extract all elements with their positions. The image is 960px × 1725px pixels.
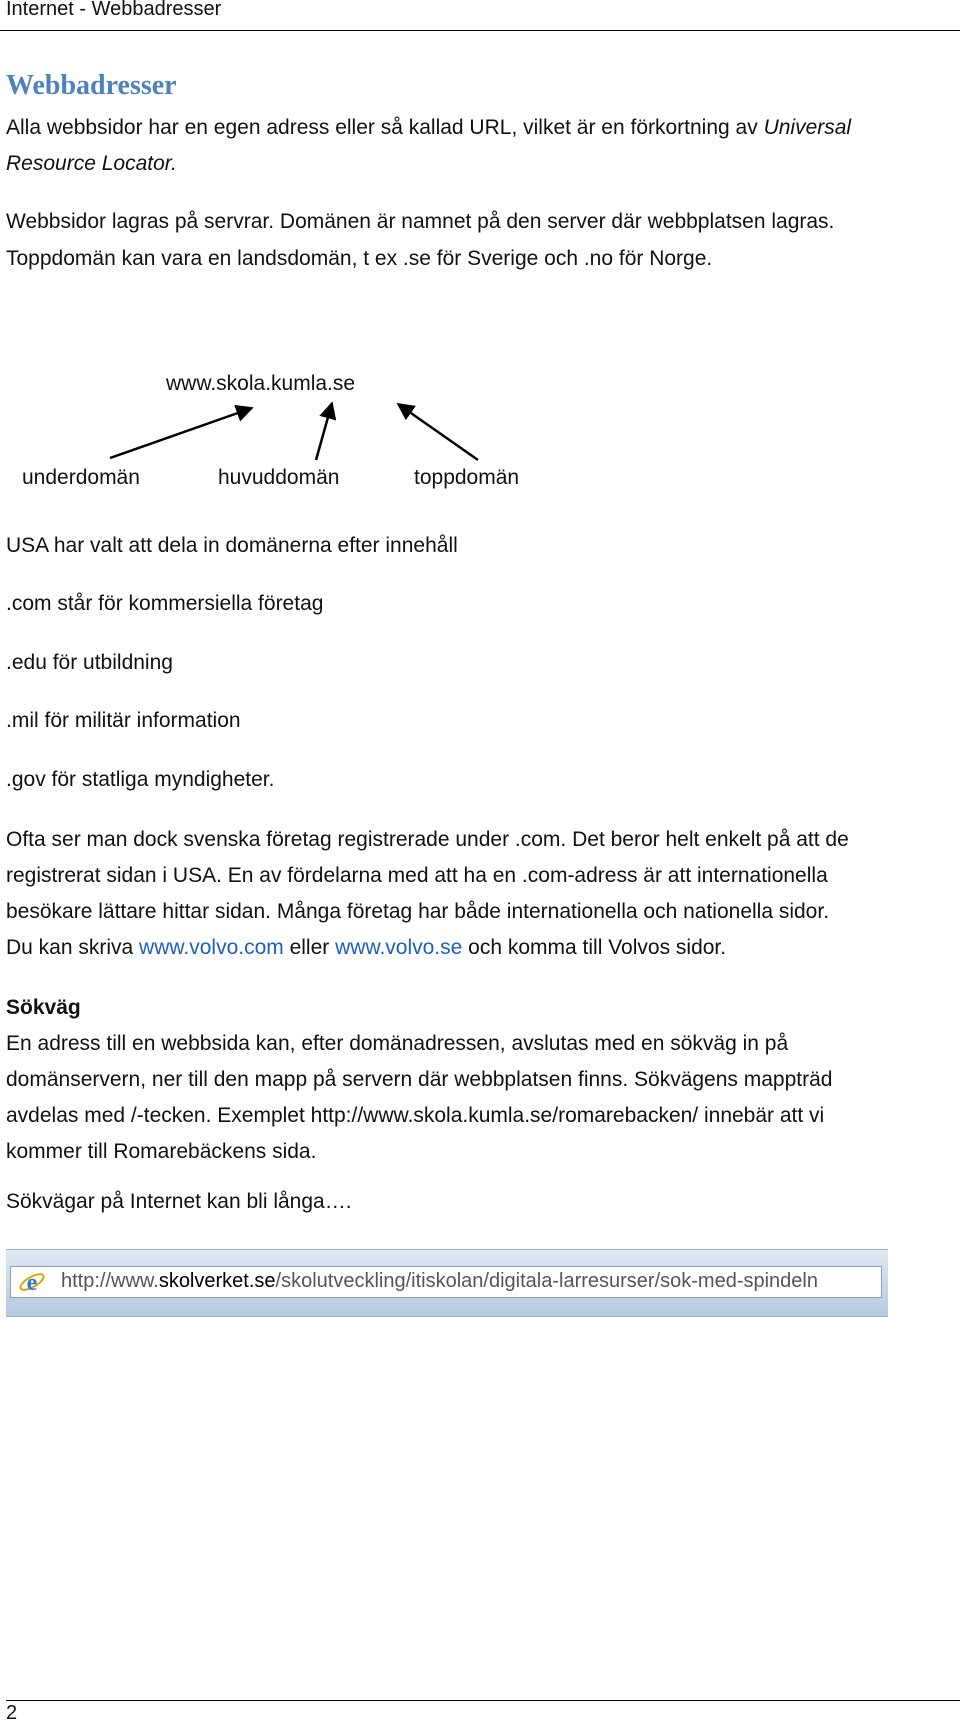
- url-domain: skolverket.se: [158, 1270, 276, 1292]
- long-paths-text: Sökvägar på Internet kan bli långa….: [6, 1190, 352, 1213]
- path-section: [6, 990, 951, 1170]
- label-huvuddoman: huvuddomän: [218, 466, 340, 489]
- path-line-2: domänservern, ner till den mapp på servern där webbplatsen finns. Sökvägens mappträd: [6, 1068, 833, 1091]
- intro-italic-2: Resource Locator.: [6, 152, 177, 175]
- swedish-line-4-middle: eller: [283, 936, 336, 959]
- url-prefix: http://www.: [61, 1270, 159, 1292]
- arrow-toppdoman: [398, 404, 478, 460]
- diagram-arrows: [0, 0, 960, 500]
- swedish-line-3: besökare lättare hittar sidan. Många företag har både internationella och nationella sidor.: [6, 900, 830, 923]
- swedish-line-2: registrerat sidan i USA. En av fördelarna med att ha en .com-adress är att internationella: [6, 864, 828, 887]
- diagram-address: www.skola.kumla.se: [166, 372, 356, 395]
- address-field[interactable]: [10, 1266, 882, 1298]
- page-number: 2: [6, 1702, 18, 1724]
- intro-italic: Universal: [763, 116, 852, 139]
- servers-line-2: Toppdomän kan vara en landsdomän, t ex .se för Sverige och .no för Norge.: [6, 247, 713, 270]
- swedish-line-4-prefix: Du kan skriva: [6, 936, 140, 959]
- link-volvo-com[interactable]: www.volvo.com: [139, 936, 284, 959]
- swedish-companies-paragraph: [6, 822, 951, 966]
- intro-text: Alla webbsidor har en egen adress eller så kallad URL, vilket är en förkortning av: [6, 116, 764, 139]
- arrow-huvuddoman: [316, 403, 332, 460]
- label-toppdoman: toppdomän: [414, 466, 520, 489]
- swedish-line-4-suffix: och komma till Volvos sidor.: [462, 936, 727, 959]
- svg-text:e: e: [26, 1270, 38, 1295]
- swedish-line-4: [6, 930, 951, 966]
- domain-gov: .gov för statliga myndigheter.: [6, 768, 275, 791]
- swedish-line-1: Ofta ser man dock svenska företag registrerade under .com. Det beror helt enkelt på att de: [6, 828, 849, 851]
- url-path: /skolutveckling/itiskolan/digitala-larresurser/sok-med-spindeln: [275, 1270, 818, 1292]
- link-volvo-se[interactable]: www.volvo.se: [335, 936, 463, 959]
- arrow-underdoman: [110, 408, 252, 458]
- label-underdoman: underdomän: [22, 466, 140, 489]
- page-title: Webbadresser: [6, 70, 177, 101]
- domain-edu: .edu för utbildning: [6, 651, 173, 674]
- path-line-4: kommer till Romarebäckens sida.: [6, 1140, 317, 1163]
- domain-com: .com står för kommersiella företag: [6, 592, 324, 615]
- usa-intro: USA har valt att dela in domänerna efter innehåll: [6, 534, 458, 557]
- internet-explorer-icon: [17, 1269, 47, 1295]
- header-title: Internet - Webbadresser: [6, 0, 222, 20]
- path-line-3: avdelas med /-tecken. Exemplet http://www.skola.kumla.se/romarebacken/ innebär att vi: [6, 1104, 825, 1127]
- path-section-title: Sökväg: [6, 996, 81, 1019]
- address-url: [61, 1270, 818, 1293]
- servers-line-1: Webbsidor lagras på servrar. Domänen är namnet på den server där webbplatsen lagras.: [6, 210, 835, 233]
- footer-divider: [6, 1700, 960, 1701]
- browser-address-bar: [6, 1249, 888, 1317]
- path-line-1: En adress till en webbsida kan, efter domänadressen, avslutas med en sökväg in på: [6, 1032, 789, 1055]
- domain-mil: .mil för militär information: [6, 709, 241, 732]
